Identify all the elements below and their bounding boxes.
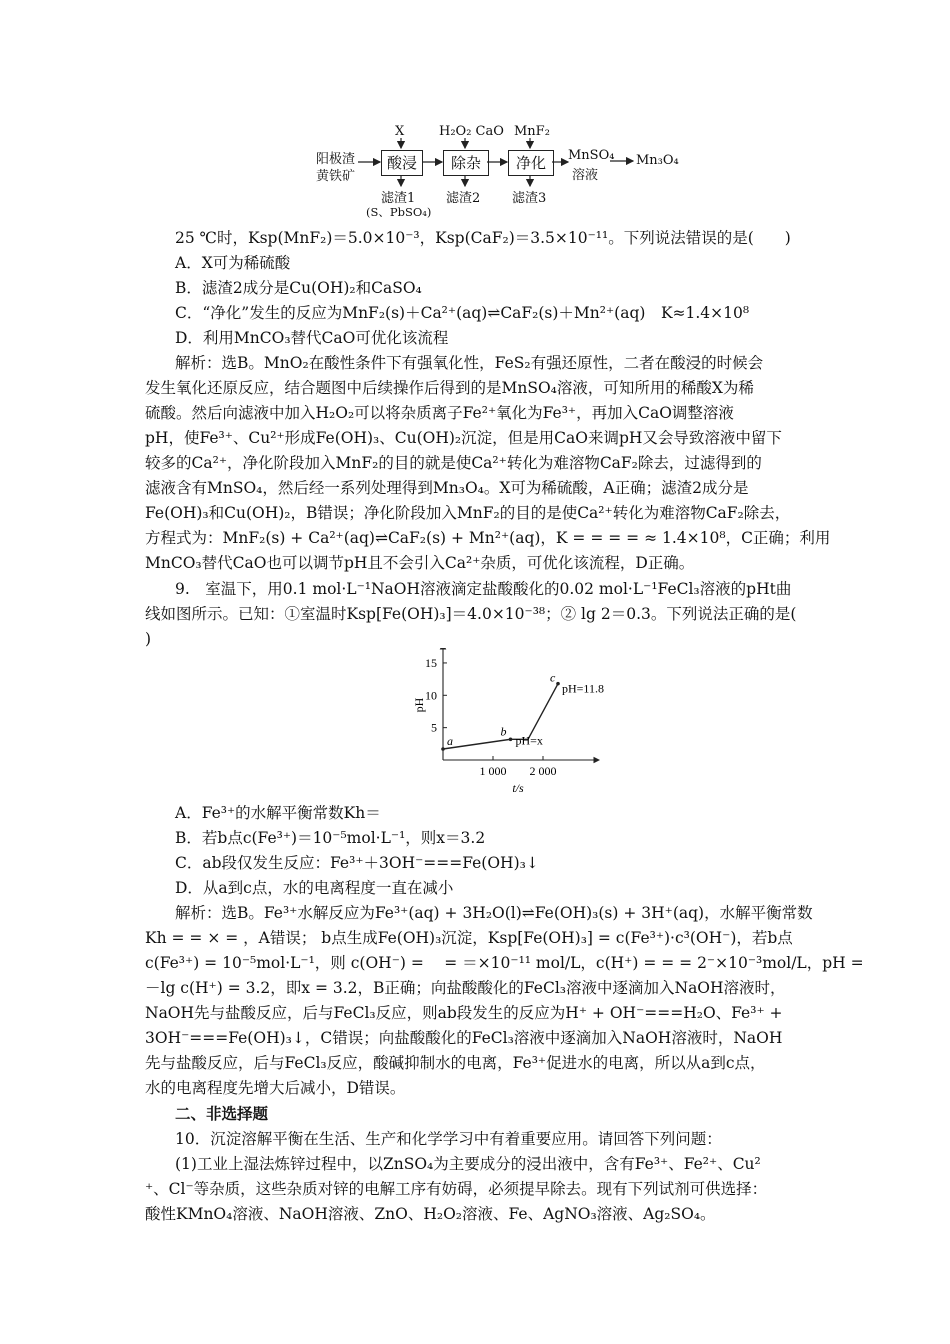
section-heading: 二、非选择题: [175, 1104, 269, 1123]
q9-option-c: C．ab段仅发生反应：Fe³⁺＋3OH⁻===Fe(OH)₃↓: [175, 854, 539, 872]
q9-analysis-line: 3OH⁻===Fe(OH)₃↓，C错误；向盐酸酸化的FeCl₃溶液中逐滴加入NaOH溶液时，NaOH: [145, 1029, 783, 1047]
q8-analysis-line: 解析：选B。MnO₂在酸性条件下有强氧化性，FeS₂有强还原性，二者在酸浸的时候会: [175, 354, 764, 372]
q9-option-b: B．若b点c(Fe³⁺)＝10⁻⁵mol·L⁻¹，则x＝3.2: [175, 829, 486, 847]
q8-analysis-line: 较多的Ca²⁺，净化阶段加入MnF₂的目的就是使Ca²⁺转化为难溶物CaF₂除去，过滤得到的: [145, 454, 762, 472]
q10-part1-line: (1)工业上湿法炼锌过程中，以ZnSO₄为主要成分的浸出液中，含有Fe³⁺、Fe²⁺、Cu²: [175, 1155, 761, 1173]
annotation-ph-11-8: pH=11.8: [562, 681, 604, 696]
y-tick-label: 10: [425, 688, 437, 703]
q9-option-d: D．从a到c点，水的电离程度一直在减小: [175, 879, 454, 897]
q10-part1-line: ⁺、Cl⁻等杂质，这些杂质对锌的电解工序有妨碍，必须提早除去。现有下列试剂可供选择：: [145, 1180, 768, 1198]
y-axis-label: pH: [412, 697, 426, 713]
q9-analysis-line: 解析：选B。Fe³⁺水解反应为Fe³⁺(aq) + 3H₂O(l)⇌Fe(OH)₃(s) + 3H⁺(aq)，水解平衡常数: [175, 904, 813, 922]
flow-step-acid-leach: 酸浸: [381, 150, 423, 176]
flow-residue-3: 滤渣3: [512, 191, 547, 206]
q9-stem-1: 9. 室温下，用0.1 mol·L⁻¹NaOH溶液滴定盐酸酸化的0.02 mol·L⁻¹FeCl₃溶液的pHt曲: [175, 580, 792, 598]
q9-analysis-line: NaOH先与盐酸反应，后与FeCl₃反应，则ab段发生的反应为H⁺ + OH⁻===H₂O、Fe³⁺ +: [145, 1004, 783, 1022]
q8-analysis-line: MnCO₃替代CaO也可以调节pH且不会引入Ca²⁺杂质，可优化该流程，D正确。: [145, 554, 695, 572]
q9-analysis-line: 水的电离程度先增大后减小，D错误。: [145, 1079, 406, 1097]
q10-part1-line: 酸性KMnO₄溶液、NaOH溶液、ZnO、H₂O₂溶液、Fe、AgNO₃溶液、Ag₂SO₄。: [145, 1205, 716, 1223]
flow-residue-1-note: (S、PbSO₄): [366, 205, 432, 219]
flow-step-impurity-removal: 除杂: [443, 150, 489, 176]
flow-product-mnso4: MnSO₄: [568, 148, 615, 163]
q8-analysis-line: 发生氧化还原反应，结合题图中后续操作后得到的是MnSO₄溶液，可知所用的稀酸X为稀: [145, 379, 754, 397]
q8-analysis-line: 方程式为：MnF₂(s) + Ca²⁺(aq)⇌CaF₂(s) + Mn²⁺(aq)，K = = = = ≈ 1.4×10⁸，C正确；利用: [145, 529, 831, 547]
q8-analysis-line: 硫酸。然后向滤液中加入H₂O₂可以将杂质离子Fe²⁺氧化为Fe³⁺，再加入CaO调整溶液: [145, 404, 734, 422]
flow-step-purify: 净化: [508, 150, 554, 176]
y-tick-label: 15: [425, 655, 437, 670]
q9-stem-2: 线如图所示。已知：①室温时Ksp[Fe(OH)₃]＝4.0×10⁻³⁸；② lg 2＝0.3。下列说法正确的是(: [145, 605, 797, 623]
q9-analysis-line: －lg c(H⁺) = 3.2，即x = 3.2，B正确；向盐酸酸化的FeCl₃溶液中逐滴加入NaOH溶液时，: [145, 979, 786, 997]
point-c: [556, 682, 560, 686]
flow-reagent-x: X: [395, 124, 405, 139]
q9-stem-3: ): [145, 630, 152, 648]
x-tick-label: 1 000: [479, 764, 507, 778]
point-label-b: b: [500, 724, 507, 739]
q8-analysis-line: Fe(OH)₃和Cu(OH)₂，B错误；净化阶段加入MnF₂的目的是使Ca²⁺转化为难溶物CaF₂除去，: [145, 504, 791, 522]
q9-analysis-line: 先与盐酸反应，后与FeCl₃反应，酸碱抑制水的电离，Fe³⁺促进水的电离，所以从a到c点，: [145, 1054, 766, 1072]
q8-option-a: A．X可为稀硫酸: [175, 254, 291, 272]
flow-input-1: 阳极渣: [316, 152, 356, 167]
q9-analysis-line: Kh = = × = ，A错误； b点生成Fe(OH)₃沉淀，Ksp[Fe(OH)₃] = c(Fe³⁺)·c³(OH⁻)，若b点: [145, 929, 793, 947]
annotation-ph-x: pH=x: [515, 733, 543, 748]
q9-option-a: A．Fe³⁺的水解平衡常数Kh＝: [175, 804, 381, 822]
q8-analysis-line: 滤液含有MnSO₄，然后经一系列处理得到Mn₃O₄。X可为稀硫酸，A正确；滤渣2成分是: [145, 479, 749, 497]
flow-reagent-mnf2: MnF₂: [514, 124, 550, 139]
y-tick-label: 5: [431, 720, 437, 735]
q8-stem: 25 ℃时，Ksp(MnF₂)＝5.0×10⁻³，Ksp(CaF₂)＝3.5×10⁻¹¹。下列说法错误的是( ): [175, 229, 791, 247]
point-b: [509, 737, 513, 741]
q8-option-b: B．滤渣2成分是Cu(OH)₂和CaSO₄: [175, 279, 422, 297]
q8-analysis-line: pH，使Fe³⁺、Cu²⁺形成Fe(OH)₃、Cu(OH)₂沉淀，但是用CaO来调pH又会导致溶液中留下: [145, 429, 782, 447]
q10-stem: 10．沉淀溶解平衡在生活、生产和化学学习中有着重要应用。请回答下列问题：: [175, 1130, 722, 1148]
flow-residue-2: 滤渣2: [446, 191, 481, 206]
q8-option-c: C．“净化”发生的反应为MnF₂(s)＋Ca²⁺(aq)⇌CaF₂(s)＋Mn²⁺(aq) K≈1.4×10⁸: [175, 304, 750, 322]
x-axis-label: t/s: [512, 781, 524, 795]
point-a: [441, 747, 445, 751]
q8-option-d: D．利用MnCO₃替代CaO可优化该流程: [175, 329, 449, 347]
point-label-a: a: [447, 734, 453, 748]
flow-product-mn3o4: Mn₃O₄: [636, 153, 679, 168]
x-tick-label: 2 000: [529, 764, 557, 778]
flow-reagent-h2o2-cao: H₂O₂ CaO: [439, 124, 504, 139]
q9-analysis-line: c(Fe³⁺) = 10⁻⁵mol·L⁻¹，则 c(OH⁻) = = ＝×10⁻¹¹ mol/L，c(H⁺) = = = 2⁻×10⁻³mol/L，pH =: [145, 954, 864, 972]
point-label-c: c: [550, 670, 556, 685]
flow-input-2: 黄铁矿: [316, 169, 356, 184]
flow-residue-1: 滤渣1: [381, 191, 416, 206]
flow-product-solution: 溶液: [572, 168, 599, 183]
ph-titration-chart: [405, 648, 605, 800]
